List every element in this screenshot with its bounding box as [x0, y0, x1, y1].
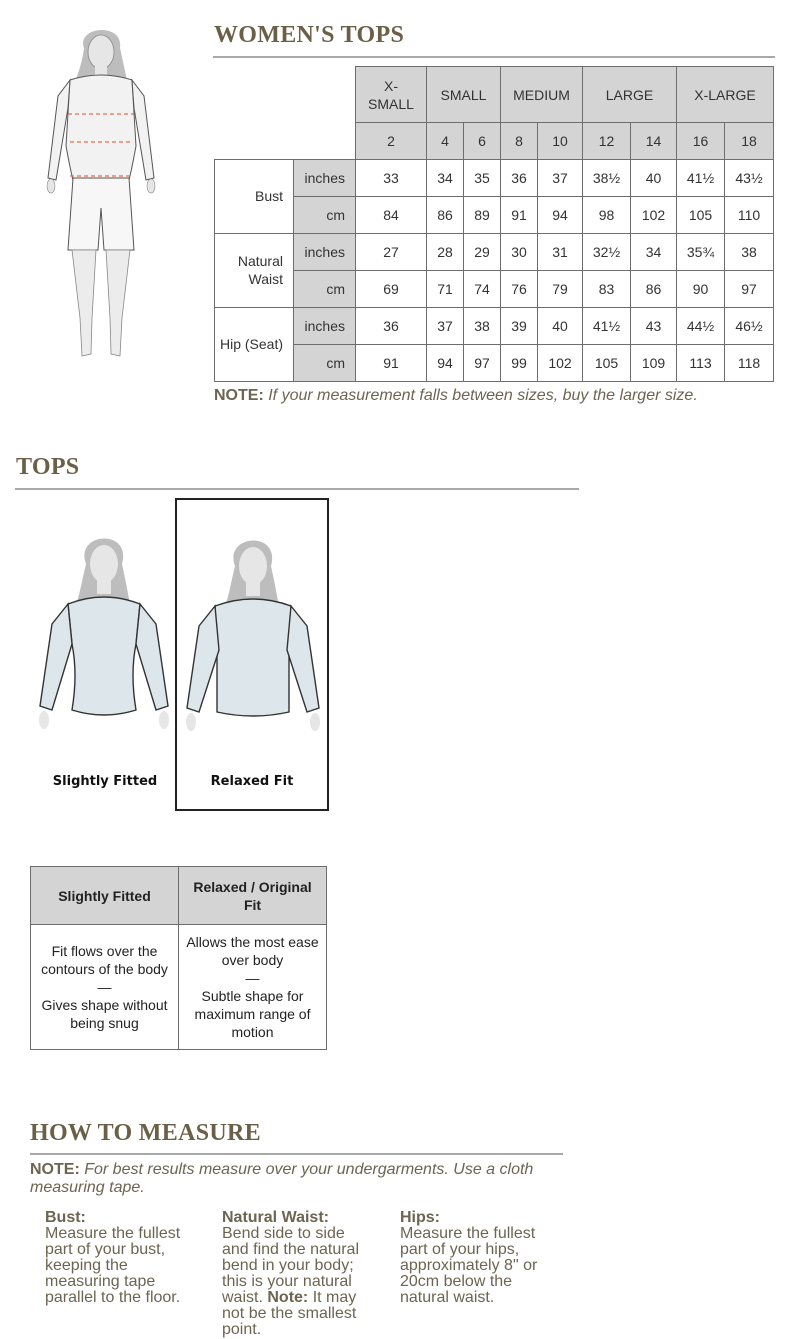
table-cell: 43	[631, 307, 677, 344]
table-cell: 41½	[677, 159, 725, 196]
fit-header-slightly: Slightly Fitted	[31, 867, 179, 925]
fit-desc-separator: —	[245, 970, 260, 986]
fit-header-relaxed	[179, 867, 327, 925]
measure-bust-text: Measure the fullest part of your bust, keeping the measuring tape parallel to the floor.	[45, 1225, 181, 1306]
fit-desc-slightly	[31, 925, 179, 1050]
table-cell: 40	[538, 307, 583, 344]
table-cell: 41½	[583, 307, 631, 344]
measure-hips-title: Hips:	[400, 1209, 440, 1226]
table-cell: 98	[583, 196, 631, 233]
measure-waist-text: Bend side to side and find the natural bend in your body; this is your natural waist.	[222, 1225, 359, 1306]
womens-tops-rule	[213, 56, 775, 58]
fit-card-slightly-fitted	[30, 512, 176, 802]
unit-label: cm	[294, 344, 356, 381]
table-cell: 37	[538, 159, 583, 196]
table-cell: 38	[725, 233, 774, 270]
measure-waist-title: Natural Waist:	[222, 1209, 329, 1226]
fit-desc-line: Subtle shape for maximum range of motion	[194, 988, 311, 1040]
unit-label: inches	[294, 307, 356, 344]
note-text: If your measurement falls between sizes, buy the larger size.	[268, 387, 698, 404]
table-cell: 36	[501, 159, 538, 196]
table-cell: 113	[677, 344, 725, 381]
fit-desc-line: Allows the most ease over body	[186, 934, 319, 968]
table-cell: 94	[538, 196, 583, 233]
fit-desc-separator: —	[97, 979, 112, 995]
table-cell: 86	[631, 270, 677, 307]
fit-table-body-row	[31, 925, 327, 1050]
table-cell: 34	[631, 233, 677, 270]
how-to-measure-rule	[30, 1153, 563, 1155]
unit-label: cm	[294, 196, 356, 233]
table-cell: 44½	[677, 307, 725, 344]
slightly-fitted-top-illustration	[30, 524, 176, 734]
measure-label-bust: Bust	[215, 159, 294, 233]
table-cell: 94	[427, 344, 464, 381]
table-cell: 91	[501, 196, 538, 233]
measure-hips-text: Measure the fullest part of your hips, approximately 8" or 20cm below the natural waist.	[400, 1225, 538, 1306]
table-row	[215, 196, 774, 233]
table-cell: 83	[583, 270, 631, 307]
fit-desc-line: Fit flows over the contours of the body	[41, 943, 168, 977]
fit-label-slightly-fitted: Slightly Fitted	[52, 774, 158, 789]
table-cell: 74	[464, 270, 501, 307]
table-row	[215, 159, 774, 196]
womens-tops-title: WOMEN'S TOPS	[214, 22, 405, 48]
table-cell: 118	[725, 344, 774, 381]
table-cell: 32½	[583, 233, 631, 270]
unit-label: cm	[294, 270, 356, 307]
size-number: 16	[677, 123, 725, 160]
table-cell: 34	[427, 159, 464, 196]
table-row	[215, 233, 774, 270]
table-cell: 71	[427, 270, 464, 307]
fit-desc-line: Gives shape without being snug	[41, 997, 168, 1031]
fit-header-relaxed-label: Relaxed / Original Fit	[193, 878, 312, 913]
group-header: SMALL	[427, 67, 501, 123]
table-cell: 43½	[725, 159, 774, 196]
tops-title: TOPS	[16, 454, 80, 480]
group-header: X-SMALL	[356, 67, 427, 123]
table-cell: 33	[356, 159, 427, 196]
note-label: NOTE:	[214, 387, 264, 404]
size-number: 14	[631, 123, 677, 160]
group-header: MEDIUM	[501, 67, 583, 123]
fit-card-relaxed-fit	[175, 498, 329, 811]
table-cell: 46½	[725, 307, 774, 344]
size-number: 2	[356, 123, 427, 160]
size-number: 4	[427, 123, 464, 160]
measure-hips	[400, 1210, 545, 1306]
table-cell: 109	[631, 344, 677, 381]
relaxed-fit-top-illustration	[179, 526, 325, 736]
table-cell: 102	[631, 196, 677, 233]
table-row	[215, 344, 774, 381]
unit-label: inches	[294, 233, 356, 270]
how-to-measure-title: HOW TO MEASURE	[30, 1120, 261, 1146]
table-cell: 110	[725, 196, 774, 233]
table-cell: 102	[538, 344, 583, 381]
group-header: LARGE	[583, 67, 677, 123]
tops-rule	[15, 488, 579, 490]
unit-label: inches	[294, 159, 356, 196]
table-cell: 97	[464, 344, 501, 381]
table-cell: 28	[427, 233, 464, 270]
table-cell: 31	[538, 233, 583, 270]
table-cell: 97	[725, 270, 774, 307]
table-cell: 38	[464, 307, 501, 344]
table-cell: 90	[677, 270, 725, 307]
table-cell: 105	[583, 344, 631, 381]
fit-table-header-row	[31, 867, 327, 925]
measure-waist	[222, 1210, 367, 1338]
table-cell: 37	[427, 307, 464, 344]
table-cell: 89	[464, 196, 501, 233]
measure-waist-note-text: It may not be the smallest point.	[222, 1289, 357, 1338]
table-cell: 27	[356, 233, 427, 270]
measure-bust	[45, 1210, 190, 1306]
fit-desc-relaxed	[179, 925, 327, 1050]
table-cell: 99	[501, 344, 538, 381]
size-chart-note	[214, 387, 698, 405]
size-chart-table	[214, 66, 774, 382]
table-cell: 38½	[583, 159, 631, 196]
table-cell: 84	[356, 196, 427, 233]
measure-label-waist: Natural Waist	[215, 233, 294, 307]
table-cell: 36	[356, 307, 427, 344]
size-number: 8	[501, 123, 538, 160]
measure-bust-title: Bust:	[45, 1209, 86, 1226]
fit-comparison-table	[30, 866, 327, 1050]
size-number: 6	[464, 123, 501, 160]
woman-measurement-figure	[36, 18, 166, 368]
size-number-row	[215, 123, 774, 160]
table-cell: 76	[501, 270, 538, 307]
size-number: 18	[725, 123, 774, 160]
measure-waist-body	[222, 1226, 367, 1338]
size-group-header-row	[215, 67, 774, 123]
table-cell: 35¾	[677, 233, 725, 270]
group-header: X-LARGE	[677, 67, 774, 123]
table-cell: 39	[501, 307, 538, 344]
table-row	[215, 307, 774, 344]
measure-waist-note-label: Note:	[267, 1289, 309, 1306]
fit-label-relaxed-fit: Relaxed Fit	[210, 774, 294, 789]
table-cell: 69	[356, 270, 427, 307]
table-row	[215, 270, 774, 307]
how-to-note-text: For best results measure over your undergarments. Use a cloth measuring tape.	[30, 1161, 534, 1196]
table-cell: 91	[356, 344, 427, 381]
table-cell: 35	[464, 159, 501, 196]
size-number: 10	[538, 123, 583, 160]
table-cell: 40	[631, 159, 677, 196]
how-to-note	[30, 1161, 550, 1197]
measure-label-hip: Hip (Seat)	[215, 307, 294, 381]
how-to-note-label: NOTE:	[30, 1161, 80, 1178]
size-number: 12	[583, 123, 631, 160]
table-cell: 30	[501, 233, 538, 270]
table-cell: 105	[677, 196, 725, 233]
table-cell: 86	[427, 196, 464, 233]
table-cell: 79	[538, 270, 583, 307]
table-cell: 29	[464, 233, 501, 270]
